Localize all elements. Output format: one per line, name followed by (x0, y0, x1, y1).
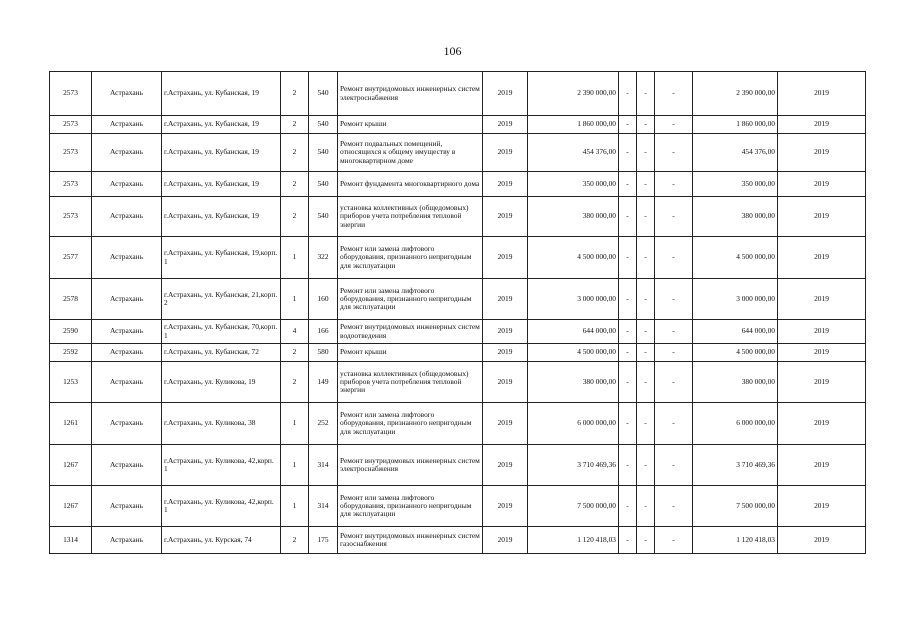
work-type-cell: установка коллективных (общедомовых) приборов учета потребления тепловой энергии (338, 362, 483, 403)
cost-cell: 3 710 469,36 (528, 445, 619, 486)
table-row (50, 116, 866, 134)
dash-cell: - (619, 116, 637, 134)
dash-cell: - (637, 445, 655, 486)
floors-cell: 2 (281, 344, 309, 362)
address-cell: г.Астрахань, ул. Курская, 74 (162, 527, 281, 554)
floors-cell: 2 (281, 197, 309, 237)
city-cell: Астрахань (92, 197, 162, 237)
table-row (50, 72, 866, 116)
year-cell: 2019 (483, 403, 528, 445)
total-cost-cell: 380 000,00 (693, 197, 778, 237)
cost-cell: 4 500 000,00 (528, 344, 619, 362)
work-type-cell: Ремонт внутридомовых инженерных систем водоотведения (338, 320, 483, 344)
apartments-cell: 160 (309, 279, 338, 320)
work-type-cell: Ремонт внутридомовых инженерных систем электроснабжения (338, 72, 483, 116)
year-cell: 2019 (483, 320, 528, 344)
dash-cell: - (619, 197, 637, 237)
work-type-cell: Ремонт или замена лифтового оборудования, признанного непригодным для эксплуатации (338, 486, 483, 527)
cost-cell: 3 000 000,00 (528, 279, 619, 320)
completion-year-cell: 2019 (778, 344, 866, 362)
address-cell: г.Астрахань, ул. Кубанская, 70,корп. 1 (162, 320, 281, 344)
year-cell: 2019 (483, 445, 528, 486)
dash-cell: - (637, 72, 655, 116)
year-cell: 2019 (483, 237, 528, 279)
dash-cell: - (655, 116, 693, 134)
cost-cell: 6 000 000,00 (528, 403, 619, 445)
completion-year-cell: 2019 (778, 527, 866, 554)
completion-year-cell: 2019 (778, 362, 866, 403)
total-cost-cell: 7 500 000,00 (693, 486, 778, 527)
city-cell: Астрахань (92, 116, 162, 134)
address-cell: г.Астрахань, ул. Кубанская, 21,корп. 2 (162, 279, 281, 320)
table-row (50, 527, 866, 554)
work-type-cell: Ремонт крыши (338, 344, 483, 362)
table-row (50, 279, 866, 320)
apartments-cell: 540 (309, 116, 338, 134)
apartments-cell: 540 (309, 134, 338, 172)
city-cell: Астрахань (92, 344, 162, 362)
year-cell: 2019 (483, 486, 528, 527)
dash-cell: - (655, 445, 693, 486)
year-cell: 2019 (483, 197, 528, 237)
dash-cell: - (619, 72, 637, 116)
row-number: 2573 (50, 197, 92, 237)
apartments-cell: 166 (309, 320, 338, 344)
work-type-cell: Ремонт или замена лифтового оборудования, признанного непригодным для эксплуатации (338, 237, 483, 279)
address-cell: г.Астрахань, ул. Кубанская, 72 (162, 344, 281, 362)
dash-cell: - (619, 527, 637, 554)
dash-cell: - (637, 279, 655, 320)
completion-year-cell: 2019 (778, 237, 866, 279)
floors-cell: 2 (281, 527, 309, 554)
dash-cell: - (619, 362, 637, 403)
row-number: 2578 (50, 279, 92, 320)
cost-cell: 380 000,00 (528, 197, 619, 237)
cost-cell: 2 390 000,00 (528, 72, 619, 116)
cost-cell: 1 120 418,03 (528, 527, 619, 554)
year-cell: 2019 (483, 116, 528, 134)
table-row (50, 134, 866, 172)
apartments-cell: 540 (309, 197, 338, 237)
floors-cell: 1 (281, 445, 309, 486)
apartments-cell: 314 (309, 445, 338, 486)
dash-cell: - (655, 344, 693, 362)
dash-cell: - (637, 134, 655, 172)
table-body (50, 72, 866, 554)
completion-year-cell: 2019 (778, 403, 866, 445)
floors-cell: 1 (281, 403, 309, 445)
city-cell: Астрахань (92, 362, 162, 403)
dash-cell: - (619, 320, 637, 344)
city-cell: Астрахань (92, 134, 162, 172)
address-cell: г.Астрахань, ул. Кубанская, 19 (162, 116, 281, 134)
floors-cell: 2 (281, 362, 309, 403)
work-type-cell: Ремонт внутридомовых инженерных систем электроснабжения (338, 445, 483, 486)
work-type-cell: Ремонт или замена лифтового оборудования, признанного непригодным для эксплуатации (338, 403, 483, 445)
dash-cell: - (637, 197, 655, 237)
year-cell: 2019 (483, 172, 528, 197)
address-cell: г.Астрахань, ул. Куликова, 19 (162, 362, 281, 403)
page-number: 106 (443, 44, 462, 58)
row-number: 2573 (50, 134, 92, 172)
total-cost-cell: 6 000 000,00 (693, 403, 778, 445)
total-cost-cell: 380 000,00 (693, 362, 778, 403)
floors-cell: 2 (281, 134, 309, 172)
dash-cell: - (619, 486, 637, 527)
completion-year-cell: 2019 (778, 172, 866, 197)
dash-cell: - (637, 344, 655, 362)
floors-cell: 4 (281, 320, 309, 344)
floors-cell: 2 (281, 172, 309, 197)
year-cell: 2019 (483, 134, 528, 172)
dash-cell: - (637, 320, 655, 344)
work-type-cell: Ремонт подвальных помещений, относящихся к общему имуществу в многоквартирном доме (338, 134, 483, 172)
repair-program-table (49, 71, 866, 554)
apartments-cell: 314 (309, 486, 338, 527)
total-cost-cell: 1 860 000,00 (693, 116, 778, 134)
total-cost-cell: 3 710 469,36 (693, 445, 778, 486)
year-cell: 2019 (483, 72, 528, 116)
dash-cell: - (637, 486, 655, 527)
cost-cell: 4 500 000,00 (528, 237, 619, 279)
dash-cell: - (655, 362, 693, 403)
total-cost-cell: 1 120 418,03 (693, 527, 778, 554)
dash-cell: - (655, 197, 693, 237)
apartments-cell: 580 (309, 344, 338, 362)
floors-cell: 2 (281, 72, 309, 116)
completion-year-cell: 2019 (778, 320, 866, 344)
dash-cell: - (637, 116, 655, 134)
completion-year-cell: 2019 (778, 445, 866, 486)
apartments-cell: 540 (309, 72, 338, 116)
work-type-cell: Ремонт фундамента многоквартирного дома (338, 172, 483, 197)
table-row (50, 486, 866, 527)
total-cost-cell: 4 500 000,00 (693, 344, 778, 362)
table-row (50, 197, 866, 237)
total-cost-cell: 644 000,00 (693, 320, 778, 344)
city-cell: Астрахань (92, 445, 162, 486)
city-cell: Астрахань (92, 527, 162, 554)
table-row (50, 320, 866, 344)
city-cell: Астрахань (92, 486, 162, 527)
completion-year-cell: 2019 (778, 197, 866, 237)
work-type-cell: Ремонт внутридомовых инженерных систем газоснабжения (338, 527, 483, 554)
dash-cell: - (637, 362, 655, 403)
address-cell: г.Астрахань, ул. Кубанская, 19 (162, 172, 281, 197)
dash-cell: - (655, 279, 693, 320)
floors-cell: 1 (281, 279, 309, 320)
floors-cell: 2 (281, 116, 309, 134)
total-cost-cell: 454 376,00 (693, 134, 778, 172)
dash-cell: - (655, 72, 693, 116)
cost-cell: 7 500 000,00 (528, 486, 619, 527)
city-cell: Астрахань (92, 72, 162, 116)
dash-cell: - (637, 403, 655, 445)
apartments-cell: 252 (309, 403, 338, 445)
address-cell: г.Астрахань, ул. Куликова, 38 (162, 403, 281, 445)
row-number: 1253 (50, 362, 92, 403)
table-row (50, 403, 866, 445)
row-number: 2577 (50, 237, 92, 279)
completion-year-cell: 2019 (778, 279, 866, 320)
dash-cell: - (619, 403, 637, 445)
dash-cell: - (637, 527, 655, 554)
row-number: 2592 (50, 344, 92, 362)
year-cell: 2019 (483, 527, 528, 554)
row-number: 1267 (50, 445, 92, 486)
row-number: 1261 (50, 403, 92, 445)
work-type-cell: Ремонт или замена лифтового оборудования, признанного непригодным для эксплуатации (338, 279, 483, 320)
apartments-cell: 322 (309, 237, 338, 279)
row-number: 2590 (50, 320, 92, 344)
dash-cell: - (655, 134, 693, 172)
total-cost-cell: 3 000 000,00 (693, 279, 778, 320)
apartments-cell: 540 (309, 172, 338, 197)
city-cell: Астрахань (92, 172, 162, 197)
cost-cell: 644 000,00 (528, 320, 619, 344)
city-cell: Астрахань (92, 403, 162, 445)
total-cost-cell: 4 500 000,00 (693, 237, 778, 279)
year-cell: 2019 (483, 279, 528, 320)
cost-cell: 1 860 000,00 (528, 116, 619, 134)
dash-cell: - (619, 172, 637, 197)
city-cell: Астрахань (92, 279, 162, 320)
address-cell: г.Астрахань, ул. Кубанская, 19 (162, 134, 281, 172)
total-cost-cell: 2 390 000,00 (693, 72, 778, 116)
table-row (50, 237, 866, 279)
row-number: 2573 (50, 72, 92, 116)
work-type-cell: Ремонт крыши (338, 116, 483, 134)
cost-cell: 380 000,00 (528, 362, 619, 403)
floors-cell: 1 (281, 237, 309, 279)
work-type-cell: установка коллективных (общедомовых) приборов учета потребления тепловой энергии (338, 197, 483, 237)
address-cell: г.Астрахань, ул. Куликова, 42,корп. 1 (162, 445, 281, 486)
dash-cell: - (655, 486, 693, 527)
table-row (50, 172, 866, 197)
dash-cell: - (655, 320, 693, 344)
table-row (50, 445, 866, 486)
year-cell: 2019 (483, 362, 528, 403)
address-cell: г.Астрахань, ул. Куликова, 42,корп. 1 (162, 486, 281, 527)
dash-cell: - (637, 172, 655, 197)
table-row (50, 344, 866, 362)
total-cost-cell: 350 000,00 (693, 172, 778, 197)
apartments-cell: 175 (309, 527, 338, 554)
dash-cell: - (655, 172, 693, 197)
dash-cell: - (637, 237, 655, 279)
completion-year-cell: 2019 (778, 72, 866, 116)
year-cell: 2019 (483, 344, 528, 362)
cost-cell: 454 376,00 (528, 134, 619, 172)
address-cell: г.Астрахань, ул. Кубанская, 19 (162, 72, 281, 116)
row-number: 1314 (50, 527, 92, 554)
dash-cell: - (655, 237, 693, 279)
dash-cell: - (619, 445, 637, 486)
row-number: 1267 (50, 486, 92, 527)
completion-year-cell: 2019 (778, 134, 866, 172)
row-number: 2573 (50, 172, 92, 197)
dash-cell: - (655, 527, 693, 554)
dash-cell: - (619, 344, 637, 362)
dash-cell: - (619, 134, 637, 172)
city-cell: Астрахань (92, 320, 162, 344)
city-cell: Астрахань (92, 237, 162, 279)
dash-cell: - (619, 237, 637, 279)
completion-year-cell: 2019 (778, 486, 866, 527)
row-number: 2573 (50, 116, 92, 134)
table-row (50, 362, 866, 403)
floors-cell: 1 (281, 486, 309, 527)
dash-cell: - (619, 279, 637, 320)
cost-cell: 350 000,00 (528, 172, 619, 197)
address-cell: г.Астрахань, ул. Кубанская, 19 (162, 197, 281, 237)
completion-year-cell: 2019 (778, 116, 866, 134)
address-cell: г.Астрахань, ул. Кубанская, 19,корп. 1 (162, 237, 281, 279)
dash-cell: - (655, 403, 693, 445)
apartments-cell: 149 (309, 362, 338, 403)
